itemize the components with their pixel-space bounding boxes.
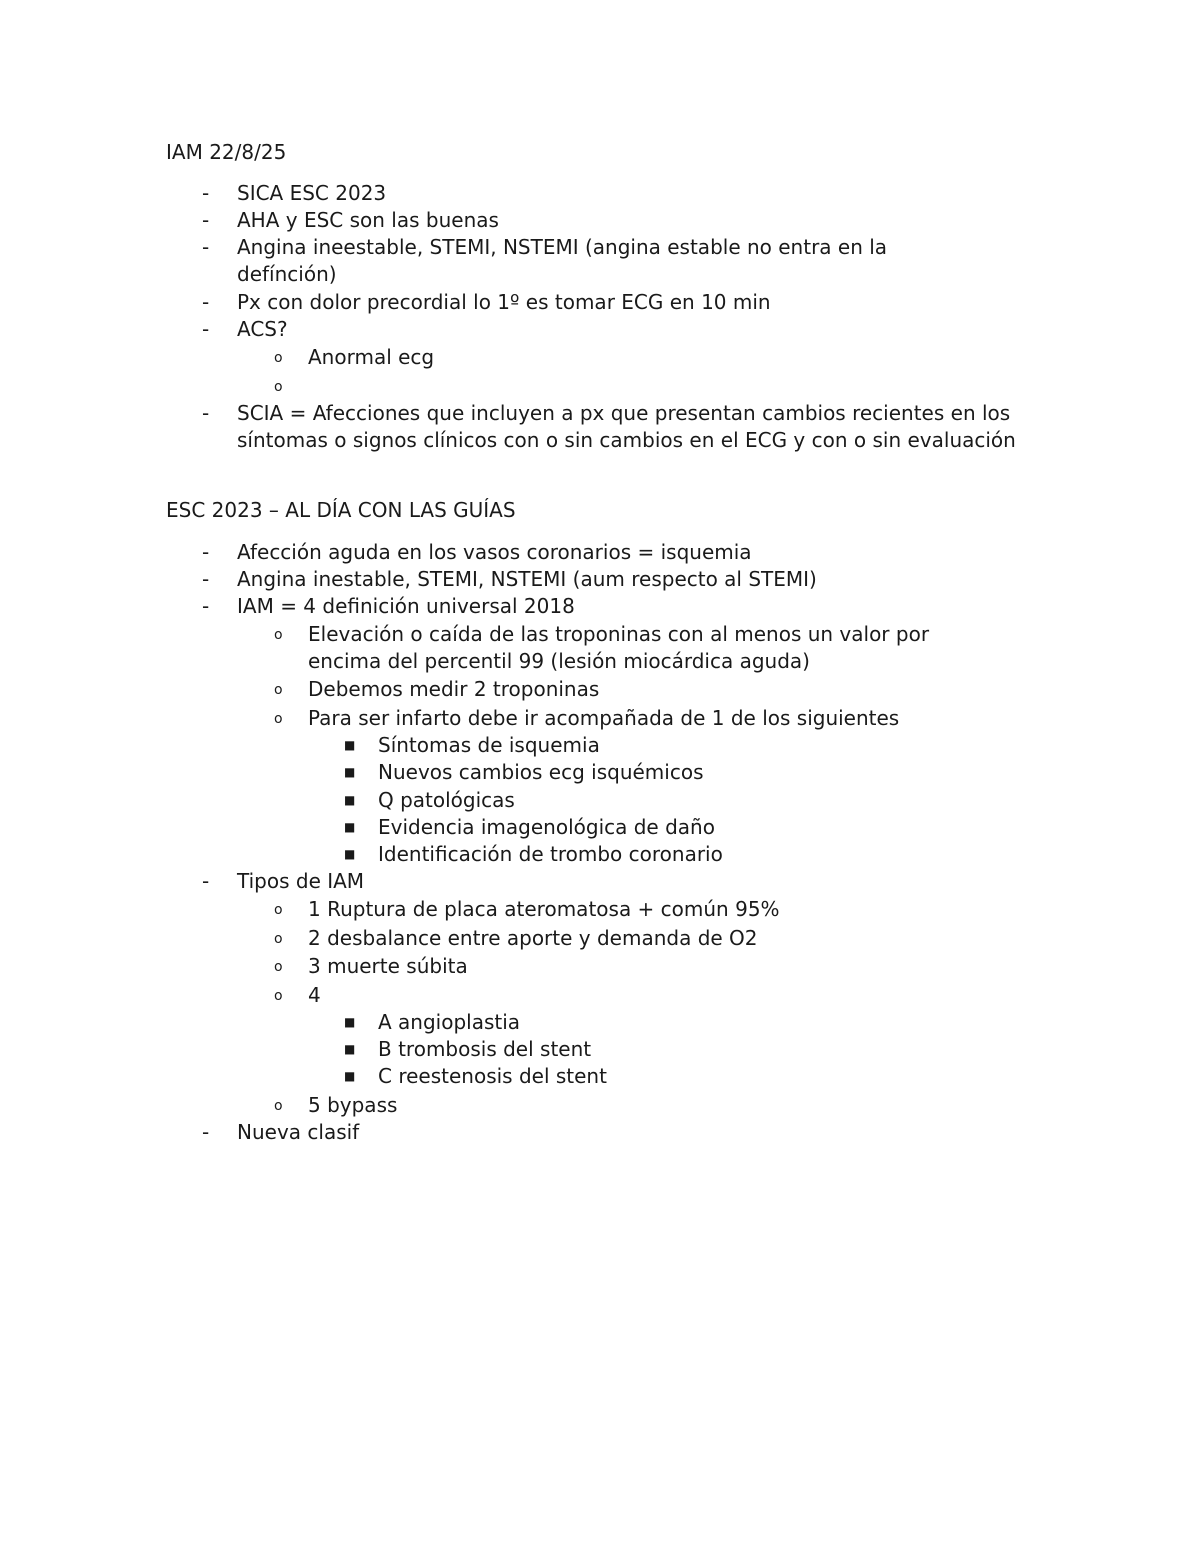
circle-bullet: o xyxy=(274,931,283,947)
section-heading: IAM 22/8/25 xyxy=(166,140,287,164)
list-item-text: 3 muerte súbita xyxy=(308,954,468,978)
square-bullet: ■ xyxy=(344,1069,356,1083)
list-item-text: Identificación de trombo coronario xyxy=(378,842,723,866)
circle-bullet: o xyxy=(274,350,283,366)
dash-bullet: - xyxy=(202,594,210,618)
list-item-text: 4 xyxy=(308,983,321,1007)
square-bullet: ■ xyxy=(344,820,356,834)
circle-bullet: o xyxy=(274,988,283,1004)
dash-bullet: - xyxy=(202,540,210,564)
dash-bullet: - xyxy=(202,567,210,591)
dash-bullet: - xyxy=(202,235,210,259)
circle-bullet: o xyxy=(274,627,283,643)
list-item-text: A angioplastia xyxy=(378,1010,521,1034)
circle-bullet: o xyxy=(274,959,283,975)
list-item-text: Angina inestable, STEMI, NSTEMI (aum respecto al STEMI) xyxy=(237,567,817,591)
dash-bullet: - xyxy=(202,401,210,425)
list-item-text: Anormal ecg xyxy=(308,345,435,369)
list-item-text: Síntomas de isquemia xyxy=(378,733,600,757)
square-bullet: ■ xyxy=(344,1042,356,1056)
list-item-text: C reestenosis del stent xyxy=(378,1064,607,1088)
square-bullet: ■ xyxy=(344,847,356,861)
section-heading: ESC 2023 – AL DÍA CON LAS GUÍAS xyxy=(166,498,516,522)
square-bullet: ■ xyxy=(344,738,356,752)
list-item-text: Tipos de IAM xyxy=(237,869,365,893)
dash-bullet: - xyxy=(202,869,210,893)
list-item-text: Afección aguda en los vasos coronarios = isquemia xyxy=(237,540,752,564)
circle-bullet: o xyxy=(274,711,283,727)
square-bullet: ■ xyxy=(344,793,356,807)
square-bullet: ■ xyxy=(344,765,356,779)
list-item-text: 5 bypass xyxy=(308,1093,398,1117)
list-item-text: SICA ESC 2023 xyxy=(237,181,387,205)
dash-bullet: - xyxy=(202,317,210,341)
list-item-text: Para ser infarto debe ir acompañada de 1 de los siguientes xyxy=(308,706,900,730)
list-item-text: Angina ineestable, STEMI, NSTEMI (angina estable no entra en la defínción) xyxy=(237,235,888,286)
list-item-text: Px con dolor precordial lo 1º es tomar ECG en 10 min xyxy=(237,290,771,314)
list-item-text: Debemos medir 2 troponinas xyxy=(308,677,600,701)
list-item-text: IAM = 4 definición universal 2018 xyxy=(237,594,575,618)
dash-bullet: - xyxy=(202,1120,210,1144)
list-item-text: SCIA = Afecciones que incluyen a px que presentan cambios recientes en los síntomas o signos clínicos con o sin cambios en el ECG y con o sin evaluación xyxy=(237,401,1016,452)
list-item-text: Evidencia imagenológica de daño xyxy=(378,815,715,839)
list-item-text: 1 Ruptura de placa ateromatosa + común 95% xyxy=(308,897,780,921)
dash-bullet: - xyxy=(202,208,210,232)
list-item-text: Nueva clasif xyxy=(237,1120,360,1144)
circle-bullet: o xyxy=(274,379,283,395)
dash-bullet: - xyxy=(202,290,210,314)
list-item-text: B trombosis del stent xyxy=(378,1037,592,1061)
list-item-text: AHA y ESC son las buenas xyxy=(237,208,499,232)
circle-bullet: o xyxy=(274,1098,283,1114)
list-item-text: 2 desbalance entre aporte y demanda de O2 xyxy=(308,926,758,950)
dash-bullet: - xyxy=(202,181,210,205)
circle-bullet: o xyxy=(274,902,283,918)
list-item-text: Q patológicas xyxy=(378,788,515,812)
list-item-text: ACS? xyxy=(237,317,288,341)
list-item-text: Nuevos cambios ecg isquémicos xyxy=(378,760,704,784)
circle-bullet: o xyxy=(274,682,283,698)
square-bullet: ■ xyxy=(344,1015,356,1029)
list-item-text: Elevación o caída de las troponinas con al menos un valor por encima del percentil 99 (lesión miocárdica aguda) xyxy=(308,622,930,673)
